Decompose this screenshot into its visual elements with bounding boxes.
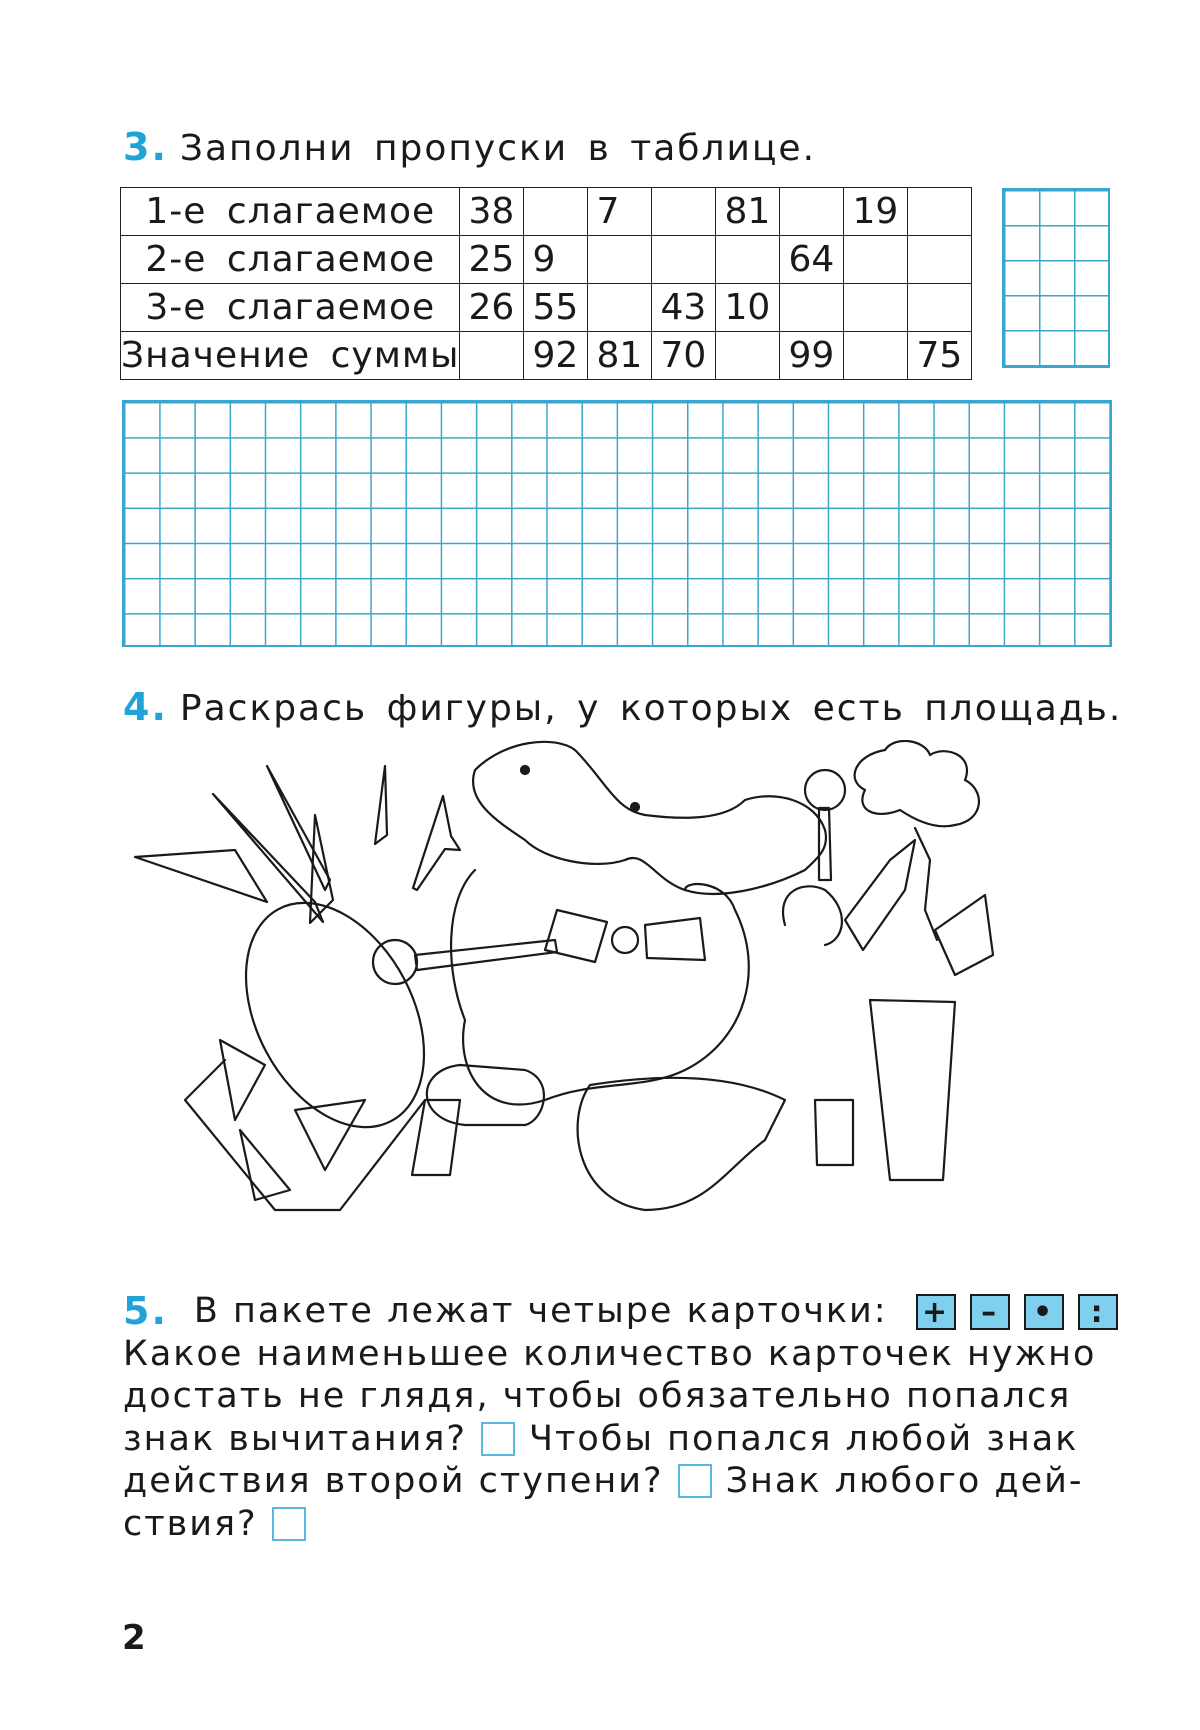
table-cell[interactable]: 19 [844,188,908,236]
task-number: 5. [123,1289,168,1333]
bench-leg[interactable] [815,1100,853,1165]
row-label: 3-е слагаемое [121,284,460,332]
answer-box[interactable] [272,1507,306,1541]
table-cell[interactable]: 99 [780,332,844,380]
drum-triangle[interactable] [295,1100,365,1170]
table-cell[interactable]: 43 [652,284,716,332]
table-cell[interactable]: 81 [588,332,652,380]
table-cell[interactable] [588,236,652,284]
flower-leaf[interactable] [845,840,915,950]
table-cell[interactable] [780,188,844,236]
task-text: Знак любого дей- [725,1461,1084,1501]
task-text: действия второй ступени? [123,1461,664,1501]
table-cell[interactable]: 26 [460,284,524,332]
coloring-picture[interactable] [125,740,1105,1245]
bench-leg[interactable] [412,1100,460,1175]
table-cell[interactable] [908,188,972,236]
task-number: 4. [123,685,168,729]
task-text: ствия? [123,1503,258,1544]
drum-body[interactable] [185,1060,425,1210]
task-5 [123,1290,1113,1545]
hippo-hand[interactable] [783,886,842,945]
row-label: 2-е слагаемое [121,236,460,284]
hippo-eye [631,803,639,811]
ray-triangle[interactable] [413,796,460,890]
card-plus[interactable]: + [916,1294,956,1330]
bow-tie-knot[interactable] [612,927,638,953]
table-cell[interactable] [652,236,716,284]
table-cell[interactable] [844,284,908,332]
task-4-heading [123,685,1122,729]
table-cell[interactable] [844,332,908,380]
table-row [121,188,972,236]
table-cell[interactable]: 38 [460,188,524,236]
task-text: достать не глядя, чтобы обязательно попался [123,1376,1072,1416]
task-5-line [123,1375,1113,1418]
task-3-heading [123,125,816,169]
task-5-line [123,1460,1113,1503]
table-cell[interactable]: 7 [588,188,652,236]
card-divide[interactable]: : [1078,1294,1118,1330]
task-text: Чтобы попался любой знак [529,1418,1079,1459]
page-number: 2 [122,1618,146,1658]
task-5-line [123,1290,1113,1333]
task-text: Какое наименьшее количество карточек нужно [123,1333,1097,1374]
writing-grid[interactable] [122,400,1112,647]
table-cell[interactable]: 70 [652,332,716,380]
card-multiply[interactable]: • [1024,1294,1064,1330]
table-cell[interactable] [780,284,844,332]
bow-tie-left[interactable] [545,910,607,962]
task-text: В пакете лежат четыре карточки: [193,1291,888,1331]
cards-group [902,1290,1118,1333]
table-cell[interactable] [588,284,652,332]
drum-triangle[interactable] [220,1040,265,1120]
task-text: знак вычитания? [123,1418,467,1459]
table-cell[interactable] [908,236,972,284]
task-text: Раскрась фигуры, у которых есть площадь. [179,688,1123,729]
task-5-line [123,1418,1113,1461]
hippo-head[interactable] [473,742,826,894]
table-row [121,236,972,284]
ray-triangle[interactable] [267,766,330,890]
ray-triangle[interactable] [375,766,387,844]
task-text: Заполни пропуски в таблице. [179,128,817,169]
bow-tie-right[interactable] [645,918,705,960]
hippo-eye [521,766,529,774]
vase[interactable] [870,1000,955,1180]
table-cell[interactable]: 64 [780,236,844,284]
hippo-leg[interactable] [578,1078,785,1210]
addition-table [120,187,972,380]
task-5-line [123,1503,1113,1546]
table-cell[interactable]: 10 [716,284,780,332]
table-cell[interactable]: 81 [716,188,780,236]
table-row [121,332,972,380]
table-cell[interactable]: 55 [524,284,588,332]
ray-triangle[interactable] [135,850,267,902]
table-row [121,284,972,332]
flower-stem[interactable] [915,828,937,940]
table-cell[interactable]: 92 [524,332,588,380]
task-number: 3. [123,125,168,169]
answer-box[interactable] [678,1464,712,1498]
flower-leaf[interactable] [935,895,993,975]
flower-head[interactable] [855,741,979,826]
drumstick[interactable] [415,940,557,970]
drum-triangle[interactable] [240,1130,290,1200]
table-cell[interactable] [716,332,780,380]
hippo-body[interactable] [451,870,749,1105]
table-cell[interactable] [908,284,972,332]
table-cell[interactable] [716,236,780,284]
table-cell[interactable] [652,188,716,236]
row-label: Значение суммы [121,332,460,380]
table-cell[interactable] [460,332,524,380]
table-cell[interactable]: 25 [460,236,524,284]
answer-box[interactable] [481,1422,515,1456]
table-cell[interactable]: 9 [524,236,588,284]
task-5-line [123,1333,1113,1376]
hippo-leg[interactable] [427,1065,544,1125]
table-cell[interactable] [844,236,908,284]
drumstick-head[interactable] [805,770,845,810]
row-label: 1-е слагаемое [121,188,460,236]
card-minus[interactable]: – [970,1294,1010,1330]
table-cell[interactable] [524,188,588,236]
table-cell[interactable]: 75 [908,332,972,380]
small-writing-grid[interactable] [1002,188,1110,368]
